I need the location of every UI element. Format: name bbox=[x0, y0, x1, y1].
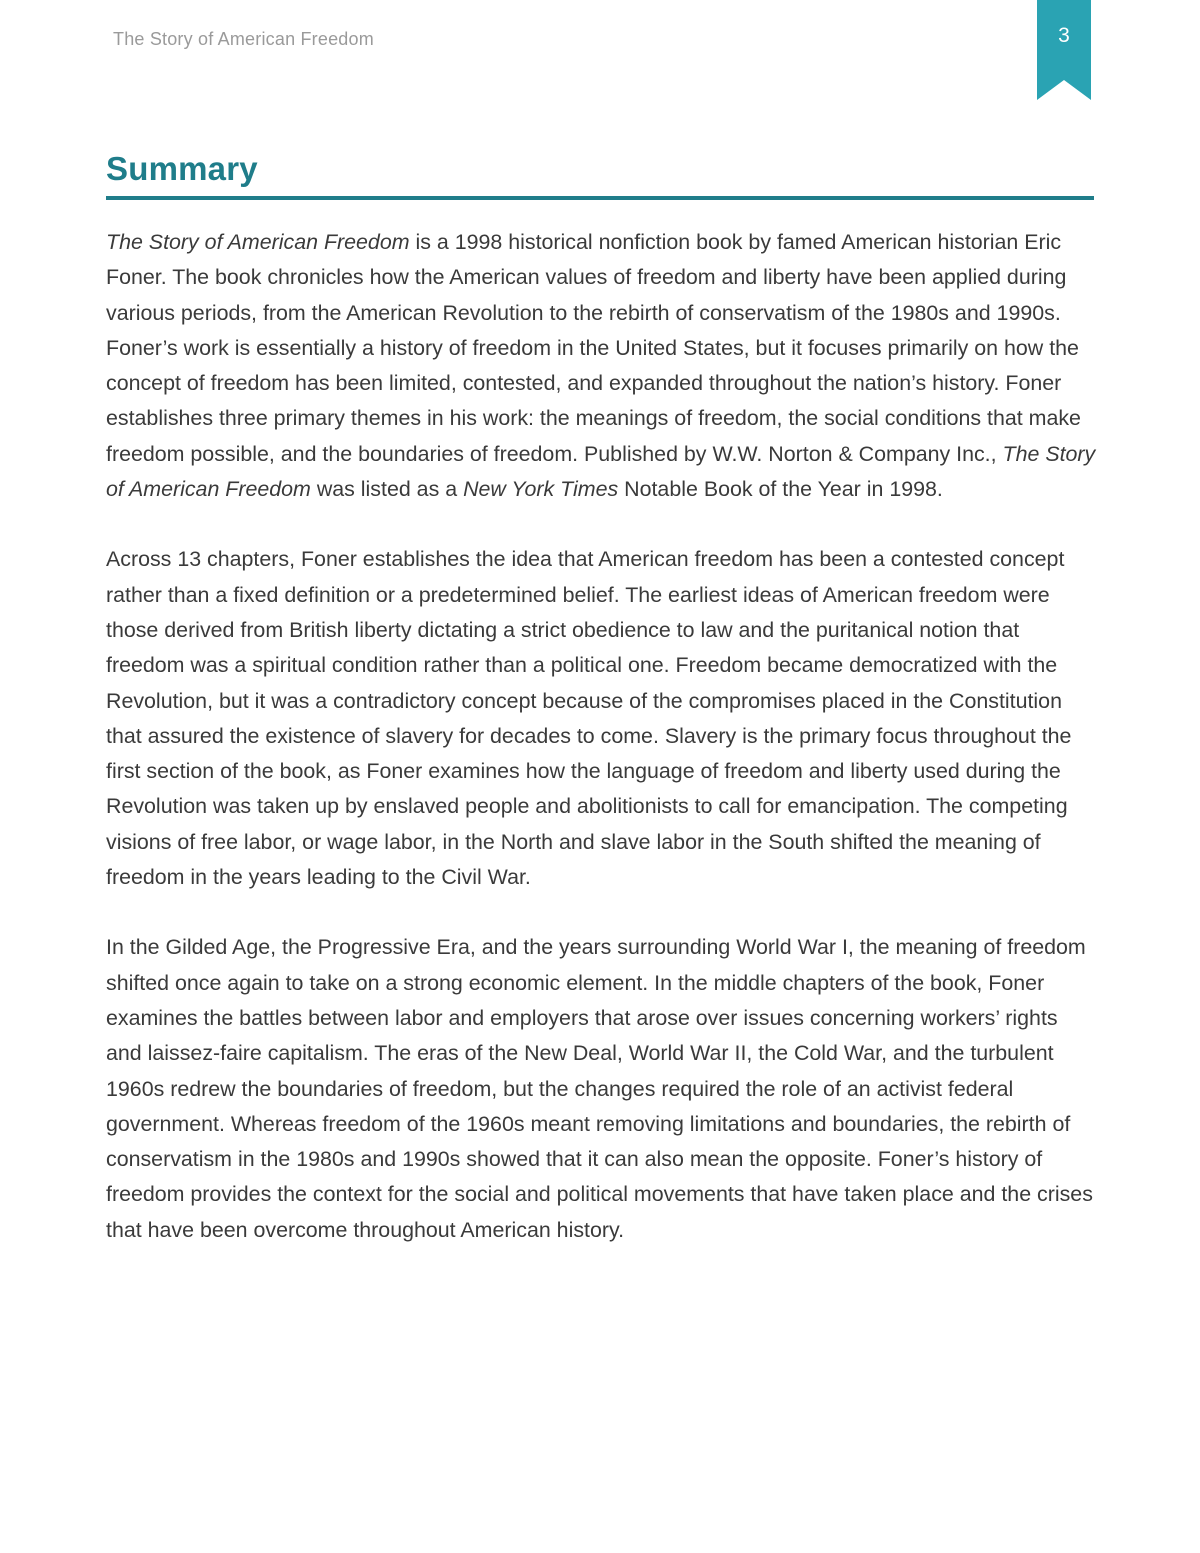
paragraph-text: is a 1998 historical nonfiction book by famed American historian Eric Foner. The book chronicles how the American values of freedom and liberty have been applied during various periods, from the American Revolution to the rebirth of conservatism of the 1980s and 1990s. Foner’s work is essentially a history of freedom in the United States, but it focuses primarily on how the concept of freedom has been limited, contested, and expanded throughout the nation’s history. Foner establishes three primary themes in his work: the meanings of freedom, the social conditions that make freedom possible, and the boundaries of freedom. Published by W.W. Norton & Company Inc., bbox=[106, 230, 1081, 466]
summary-paragraph-3: In the Gilded Age, the Progressive Era, and the years surrounding World War I, the meaning of freedom shifted once again to take on a strong economic element. In the middle chapters of the book, Foner examines the battles between labor and employers that arose over issues concerning workers’ rights and laissez-faire capitalism. The eras of the New Deal, World War II, the Cold War, and the turbulent 1960s redrew the boundaries of freedom, but the changes required the role of an activist federal government. Whereas freedom of the 1960s meant removing limitations and boundaries, the rebirth of conservatism in the 1980s and 1990s showed that it can also mean the opposite. Foner’s history of freedom provides the context for the social and political movements that have taken place and the crises that have been overcome throughout American history. bbox=[106, 935, 1093, 1242]
book-title-italic: The Story of American Freedom bbox=[106, 441, 1096, 502]
section-title: Summary bbox=[106, 150, 258, 187]
book-title-italic: The Story of American Freedom bbox=[106, 230, 410, 254]
summary-body bbox=[106, 225, 1098, 1248]
paragraph-text: Notable Book of the Year in 1998. bbox=[618, 477, 943, 502]
title-underline-divider bbox=[106, 196, 1094, 200]
running-header-title: The Story of American Freedom bbox=[113, 29, 374, 49]
paragraph-text: was listed as a bbox=[310, 477, 464, 502]
page-number: 3 bbox=[1058, 24, 1070, 47]
summary-paragraph-2: Across 13 chapters, Foner establishes the idea that American freedom has been a contested concept rather than a fixed definition or a predetermined belief. The earliest ideas of American freedom were those derived from British liberty dictating a strict obedience to law and the puritanical notion that freedom was a spiritual condition rather than a political one. Freedom became democratized with the Revolution, but it was a contradictory concept because of the compromises placed in the Constitution that assured the existence of slavery for decades to come. Slavery is the primary focus throughout the first section of the book, as Foner examines how the language of freedom and liberty used during the Revolution was taken up by enslaved people and abolitionists to call for emancipation. The competing visions of free labor, or wage labor, in the North and slave labor in the South shifted the meaning of freedom in the years leading to the Civil War. bbox=[106, 547, 1072, 890]
bookmark-ribbon-icon bbox=[1037, 0, 1091, 100]
summary-paragraph-1 bbox=[106, 225, 1098, 507]
publication-title-italic: New York Times bbox=[463, 477, 619, 502]
page-number-tab bbox=[1037, 0, 1091, 100]
